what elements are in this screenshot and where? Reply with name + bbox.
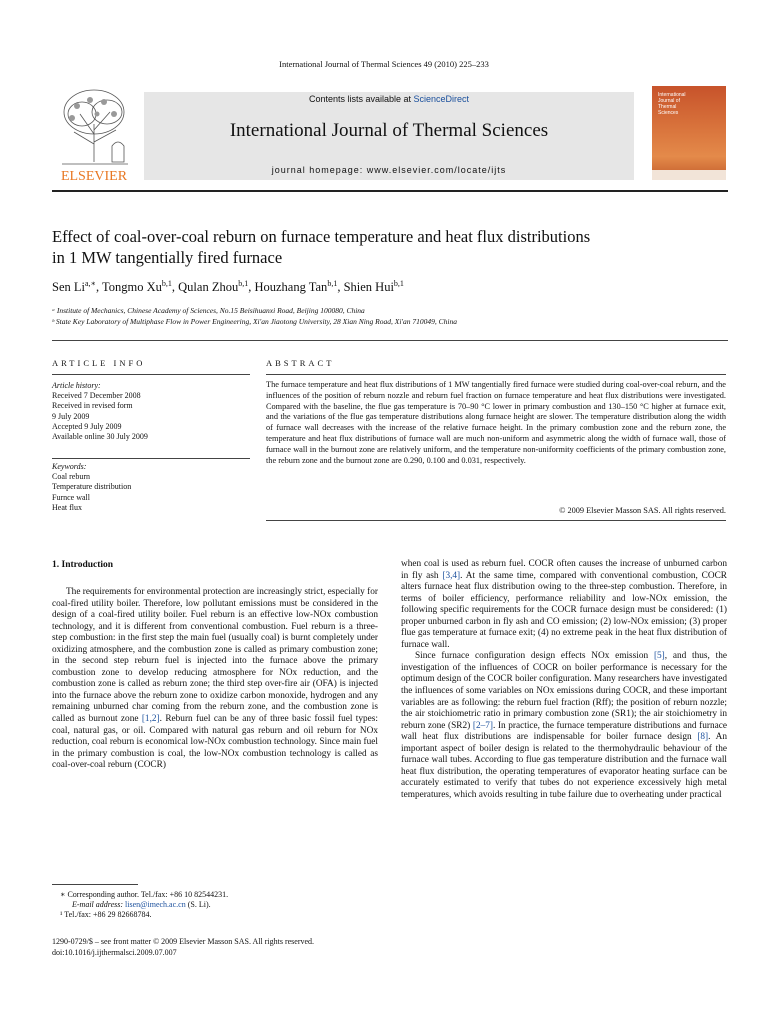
paper-title-line1: Effect of coal-over-coal reburn on furnace temperature and heat flux distributions xyxy=(52,227,591,246)
abstract-bottom-rule xyxy=(266,520,726,521)
paper-title-line2: in 1 MW tangentially fired furnace xyxy=(52,248,283,267)
cover-title: International Journal of Thermal Sciences xyxy=(658,92,686,116)
elsevier-logo xyxy=(52,84,136,184)
abstract-heading: ABSTRACT xyxy=(266,358,335,368)
affiliation-b: ᵇ State Key Laboratory of Multiphase Flow in Power Engineering, Xi'an Jiaotong University, 28 Xian Ning Road, Xi'an 710049, China xyxy=(52,317,457,326)
author-sup: b,1 xyxy=(238,279,249,288)
keyword-item: Heat flux xyxy=(52,502,82,512)
citation-link[interactable]: [5] xyxy=(653,651,665,662)
author-sup: a,∗ xyxy=(84,279,96,288)
keyword-item: Coal reburn xyxy=(52,472,90,482)
paper-title xyxy=(52,226,742,268)
history-item: Received in revised form xyxy=(52,401,133,411)
contents-line xyxy=(144,94,634,104)
front-matter xyxy=(52,936,412,958)
abstract-text: The furnace temperature and heat flux distributions of 1 MW tangentially fired furnace were studied during coal-over-coal reburn, and the influences of the position of reburn nozzle and reburn fuel fraction on furnace temperature and heat flux distributions were investigated. Compared with the baseline, the flue gas temperature is 70–90 °C lower in primary combustion and 130–150 °C higher at furnace exit, and the variations of the flue gas temperature distributions along furnace height are slower. The temperature distribution along the width of furnace wall decreases with the increase of the relative furnace height. In the primary combustion zone and the reburn zone, the temperature and heat flux distributions of furnace wall are much non-uniform and asymmetric along the width of furnace wall, those of furnace wall in the burnout zone are relatively uniform, and the temperature non-uniformity coefficients of the primary combustion zone, the reburn zone and the burnout zone are 0.290, 0.100 and 0.031, respectively. xyxy=(266,380,726,465)
affiliation-a: ᵃ Institute of Mechanics, Chinese Academy of Sciences, No.15 Beisihuanxi Road, Beijing 100080, China xyxy=(52,306,365,315)
intro-paragraph-2: Since furnace configuration design effects NOx emission [5], and thus, the investigation of the influences of COCR on boiler performance is necessary for the optimum design of the COCR boiler configuration. Many researchers have investigated the influences of some variables on NOx emissions during COCR, and these important variables are as following: the reburn fuel fraction (Rff); the position of reburn nozzle; the air stoichiometric ratio in primary combustion zone (SR1); the air stoichiometry in reburn zone (SR2) [2–7]. In practice, the furnace temperature distributions and furnace wall heat flux distributions are indispensable for boiler furnace design [8]. An important aspect of boiler design is related to the thermohydraulic behaviour of the furnace wall tubes. According to flue gas temperature distribution and the furnace wall heat flux distribution, the operating temperatures of evaporator heating surface can be accurately estimated to verify that tubes do not experience excessively high metal temperatures, which avoids resulting in tube failure due to overheating under practical xyxy=(401,651,728,800)
journal-reference: International Journal of Thermal Sciences 49 (2010) 225–233 xyxy=(279,59,489,69)
citation-link[interactable]: [8] xyxy=(697,732,709,743)
history-item: Received 7 December 2008 xyxy=(52,391,141,401)
intro-paragraph-cont: when coal is used as reburn fuel. COCR often causes the increase of unburned carbon in fly ash [3,4]. At the same time, compared with conventional combustion, COCR alters furnace heat flux distribution owing to the three-step combustion. Therefore, in terms of boiler efficiency, performance reliability and low-NOx emission, the following specific requirements for the COCR furnace design must be considered: (1) proper unburned carbon in fly ash and CO emission; (2) low-NOx emission; (3) proper flue gas temperature at furnace exit; (4) no extreme peak in the heat flux distribution of furnace wall. xyxy=(401,559,727,650)
article-info-rule xyxy=(52,374,250,375)
author-name[interactable]: Sen Li xyxy=(52,280,85,295)
article-history xyxy=(52,381,252,442)
citation-link[interactable]: [1,2] xyxy=(141,714,160,725)
footnote-rule xyxy=(52,884,138,885)
abstract-rule xyxy=(266,374,726,375)
keywords-rule xyxy=(52,458,250,459)
history-label: Article history: xyxy=(52,381,101,390)
left-column xyxy=(52,587,378,772)
email-note: E-mail address: lisen@imech.ac.cn (S. Li). xyxy=(72,900,211,909)
intro-paragraph-1: The requirements for environmental protection are increasingly strict, especially for coal-fired utility boiler. Therefore, low pollutant emissions must be considered in the design of a coal-fired utility boiler. Fuel reburn is an effective low-NOx combustion technology, and it is different from conventional combustion. Fuel reburn is a three-step combustion: in the first step the main fuel (usually coal) is burnt completely under oxidizing atmosphere, and the combustion zone is called as primary combustion zone; in the second step reburn fuel is injected into the furnace above the primary combustion zone to develop reducing atmosphere for NOx reduction, and the combustion zone is called as reburn zone; the third step over-fire air (OFA) is injected into the furnace above the reburn zone to oxidize carbon monoxide, hydrogen and any remaining unburned char coming from the reburn zone, and the combustion zone is called as burnout zone [1,2]. Reburn fuel can be any of three basic fossil fuel types: coal, natural gas, or oil. Compared with natural gas reburn and oil reburn for NOx reduction, coal reburn is economical low-NOx combustion technology. Since main fuel in the primary combustion is coal, the low-NOx combustion technology is called as coal-over-coal reburn (COCR) xyxy=(52,587,379,771)
right-column xyxy=(401,559,727,801)
citation-link[interactable]: [3,4] xyxy=(442,570,461,581)
author-sup: b,1 xyxy=(393,279,404,288)
author-list: Sen $Li^{a,∗}$, Tongmo Xu$^{b,1}$, Qulan Zhou$^{b,1}$, Houzhang Tan$^{b,1}$, Shien Hui$^{b,1}$ xyxy=(52,279,404,295)
sciencedirect-link[interactable]: ScienceDirect xyxy=(413,94,470,104)
history-item: Accepted 9 July 2009 xyxy=(52,421,122,431)
keywords xyxy=(52,462,252,513)
issn-line: 1290-0729/$ – see front matter © 2009 Elsevier Masson SAS. All rights reserved. xyxy=(52,937,315,946)
history-item: 9 July 2009 xyxy=(52,411,90,421)
journal-title: International Journal of Thermal Sciences xyxy=(229,120,549,141)
author-sup: b,1 xyxy=(327,279,338,288)
citation-link[interactable]: [2–7] xyxy=(472,720,493,731)
history-item: Available online 30 July 2009 xyxy=(52,432,148,442)
author-name[interactable]: Qulan Zhou xyxy=(178,280,239,295)
corresponding-author-note: ∗ Corresponding author. Tel./fax: +86 10 82544231. xyxy=(60,890,229,899)
section-rule xyxy=(52,340,728,341)
publisher-name: ELSEVIER xyxy=(60,169,128,184)
header-rule xyxy=(52,190,728,192)
journal-cover-image xyxy=(652,86,726,180)
email-link[interactable]: lisen@imech.ac.cn xyxy=(125,900,186,909)
keyword-item: Furnce wall xyxy=(52,492,90,502)
abstract-copyright: © 2009 Elsevier Masson SAS. All rights reserved. xyxy=(559,506,726,515)
author-sup: b,1 xyxy=(161,279,172,288)
footnotes xyxy=(52,890,382,920)
contents-prefix: Contents lists available at xyxy=(308,94,414,104)
journal-homepage[interactable]: journal homepage: www.elsevier.com/locate/ijts xyxy=(271,165,507,175)
tel-note: ¹ Tel./fax: +86 29 82668784. xyxy=(60,910,152,919)
doi-line[interactable]: doi:10.1016/j.ijthermalsci.2009.07.007 xyxy=(52,948,177,957)
article-info-heading: ARTICLE INFO xyxy=(52,358,146,368)
author-name[interactable]: Houzhang Tan xyxy=(254,280,328,295)
author-name[interactable]: Tongmo Xu xyxy=(102,280,162,295)
keyword-item: Temperature distribution xyxy=(52,482,132,492)
author-name[interactable]: Shien Hui xyxy=(343,280,394,295)
introduction-heading: 1. Introduction xyxy=(52,560,114,570)
keywords-label: Keywords: xyxy=(52,462,87,471)
